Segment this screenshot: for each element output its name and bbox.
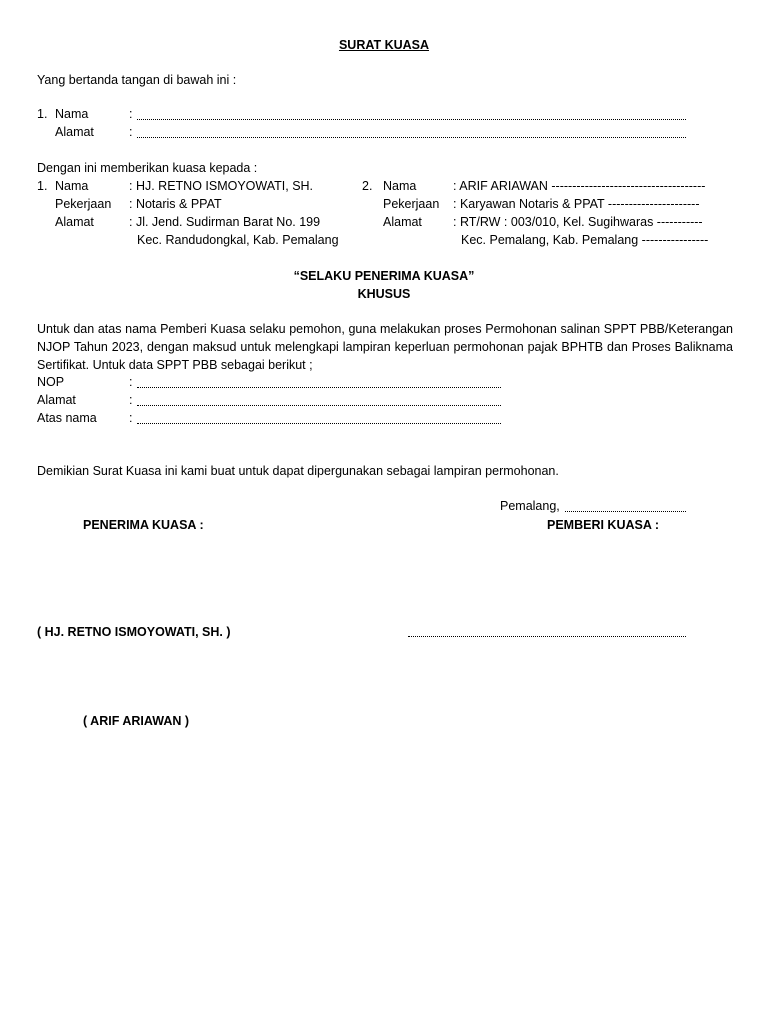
grantor-name-label: Nama — [55, 107, 89, 121]
receiver-signature-2: ( ARIF ARIAWAN ) — [83, 714, 190, 728]
recipient-2-name-value: : ARIF ARIAWAN ------------------------------------- — [453, 179, 706, 193]
recipient-1-name-value: : HJ. RETNO ISMOYOWATI, SH. — [129, 179, 314, 193]
place-label: Pemalang, — [500, 499, 560, 513]
owner-label: Atas nama — [37, 411, 97, 425]
grant-intro-text: Dengan ini memberikan kuasa kepada : — [37, 161, 258, 175]
recipient-2-address-value: : RT/RW : 003/010, Kel. Sugihwaras ----------- — [453, 215, 703, 229]
recipient-1-job-label: Pekerjaan — [55, 197, 112, 211]
nop-label: NOP — [37, 375, 65, 389]
sppt-address-colon: : — [129, 393, 133, 407]
owner-colon: : — [129, 411, 133, 425]
receiver-heading: PENERIMA KUASA : — [83, 518, 204, 532]
recipient-2-job-value: : Karyawan Notaris & PPAT ---------------------- — [453, 197, 700, 211]
recipient-2-address-value-line2: Kec. Pemalang, Kab. Pemalang ---------------- — [461, 233, 709, 247]
recipient-2-job-label: Pekerjaan — [383, 197, 440, 211]
recipient-2-number: 2. — [362, 179, 373, 193]
recipient-2-name-label: Nama — [383, 179, 417, 193]
grantor-address-field[interactable] — [137, 137, 686, 138]
role-subheading: KHUSUS — [357, 287, 411, 301]
grantor-address-colon: : — [129, 125, 133, 139]
nop-colon: : — [129, 375, 133, 389]
giver-heading: PEMBERI KUASA : — [547, 518, 660, 532]
owner-field[interactable] — [137, 423, 501, 424]
body-paragraph: Untuk dan atas nama Pemberi Kuasa selaku pemohon, guna melakukan proses Permohonan salinan SPPT PBB/Keterangan NJOP Tahun 2023, dengan maksud untuk melengkapi lampiran keperluan permohonan pajak BPHTB dan Proses Baliknama Sertifikat. Untuk data SPPT PBB sebagai berikut ; — [37, 322, 733, 372]
sppt-address-label: Alamat — [37, 393, 76, 407]
receiver-signature-1: ( HJ. RETNO ISMOYOWATI, SH. ) — [37, 625, 231, 639]
grantor-name-colon: : — [129, 107, 133, 121]
sppt-address-field[interactable] — [137, 405, 501, 406]
grantor-address-label: Alamat — [55, 125, 94, 139]
closing-text: Demikian Surat Kuasa ini kami buat untuk dapat dipergunakan sebagai lampiran permohonan. — [37, 464, 559, 478]
giver-signature-line[interactable] — [408, 636, 686, 637]
role-heading: “SELAKU PENERIMA KUASA” — [293, 269, 475, 283]
recipient-2-address-label: Alamat — [383, 215, 422, 229]
recipient-1-address-value: : Jl. Jend. Sudirman Barat No. 199 — [129, 215, 321, 229]
grantor-name-field[interactable] — [137, 119, 686, 120]
document-title: SURAT KUASA — [338, 38, 430, 52]
recipient-1-job-value: : Notaris & PPAT — [129, 197, 222, 211]
date-field[interactable] — [565, 511, 686, 512]
recipient-1-name-label: Nama — [55, 179, 89, 193]
intro-text: Yang bertanda tangan di bawah ini : — [37, 73, 237, 87]
grantor-number: 1. — [37, 107, 48, 121]
nop-field[interactable] — [137, 387, 501, 388]
recipient-1-number: 1. — [37, 179, 48, 193]
recipient-1-address-label: Alamat — [55, 215, 94, 229]
recipient-1-address-value-line2: Kec. Randudongkal, Kab. Pemalang — [137, 233, 339, 247]
